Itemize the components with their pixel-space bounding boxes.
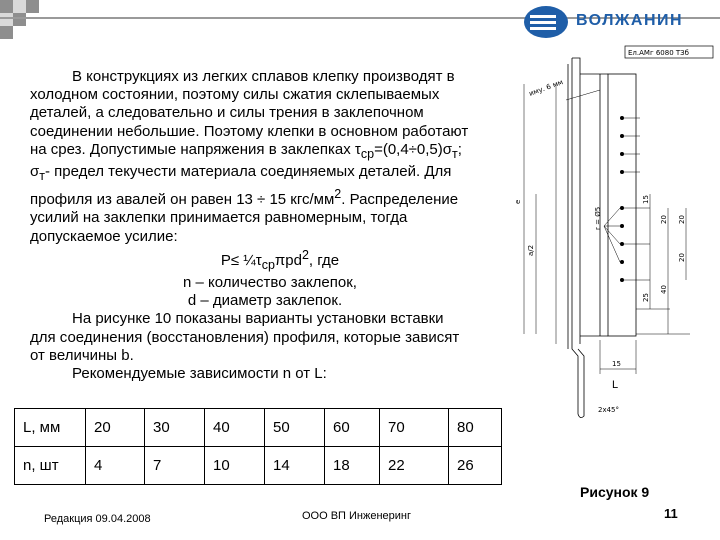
paragraph-table-ref: Рекомендуемые зависимости n от L: <box>72 365 327 383</box>
footer-edition: Редакция 09.04.2008 <box>44 513 151 525</box>
table-cell: 80 <box>449 409 502 447</box>
table-cell: 50 <box>265 409 325 447</box>
table-cell: 22 <box>380 447 449 485</box>
drawing-label-L: L <box>612 379 619 391</box>
table-row <box>15 447 502 485</box>
table-header-cell: L, мм <box>15 409 86 447</box>
table-cell: 10 <box>205 447 265 485</box>
drawing-label-rivet: r = Ø5 <box>594 206 602 230</box>
table-cell: 26 <box>449 447 502 485</box>
corner-decoration <box>0 0 40 40</box>
table-cell: 60 <box>325 409 380 447</box>
technical-drawing <box>500 44 715 424</box>
table-cell: 7 <box>145 447 205 485</box>
formula: $P\le \frac{1}{4}\tau_{ср}\pi pd^2$, где <box>220 247 340 272</box>
table-cell: 70 <box>380 409 449 447</box>
table-cell: 14 <box>265 447 325 485</box>
drawing-dim: 15 <box>612 360 621 368</box>
main-text <box>30 68 470 383</box>
drawing-dim: 20 <box>660 215 668 224</box>
definition-n: n – количество заклепок, <box>183 274 357 292</box>
drawing-label-e: e <box>514 199 522 204</box>
drawing-label-a2: a/2 <box>527 244 535 256</box>
drawing-dim: 25 <box>642 293 650 302</box>
drawing-title-box: Ел.АМг 6080 ТЗб <box>628 49 689 57</box>
definition-d: d – диаметр заклепок. <box>187 292 343 310</box>
rivet-count-table <box>14 408 502 485</box>
table-row <box>15 409 502 447</box>
drawing-dim: 40 <box>660 285 668 294</box>
table-cell: 4 <box>86 447 145 485</box>
drawing-dim: 15 <box>642 195 650 204</box>
figure-caption: Рисунок 9 <box>580 484 650 500</box>
paragraph-intro: В конструкциях из легких сплавов клепку производят в холодном состоянии, поэтому силы сжатия склепываемых деталей, а следовательно и силы трения в заклепочном соединении небольшие. Поэтому клепки в основном работают на срез. Допустимые напряжения в заклепках $\tau_{ср}=(0,4\div 0,5)\sigma_т$; $\sigma_т-$ предел текучести материала соединяемых деталей. Для профиля из авалей он равен 13 ÷ 15 кгс/$мм^2$. Распределение усилий на заклепки принимается равномерным, тогда допускаемое усилие: <box>30 68 469 245</box>
logo-text: ВОЛЖАНИН <box>576 12 684 29</box>
table-cell: 18 <box>325 447 380 485</box>
table-header-cell: n, шт <box>15 447 86 485</box>
footer-company: ООО ВП Инженеринг <box>302 510 412 522</box>
drawing-label-chamfer: 2х45° <box>598 406 620 414</box>
table-cell: 30 <box>145 409 205 447</box>
page-number: 11 <box>664 506 678 521</box>
drawing-dim: 20 <box>678 253 686 262</box>
drawing-label-angle: иму. 6 мм <box>527 78 565 98</box>
paragraph-figure-ref: На рисунке 10 показаны варианты установки вставки для соединения (восстановления) профиля, которые зависят от величины b. <box>30 310 460 364</box>
drawing-dim: 20 <box>678 215 686 224</box>
table-cell: 20 <box>86 409 145 447</box>
table-cell: 40 <box>205 409 265 447</box>
